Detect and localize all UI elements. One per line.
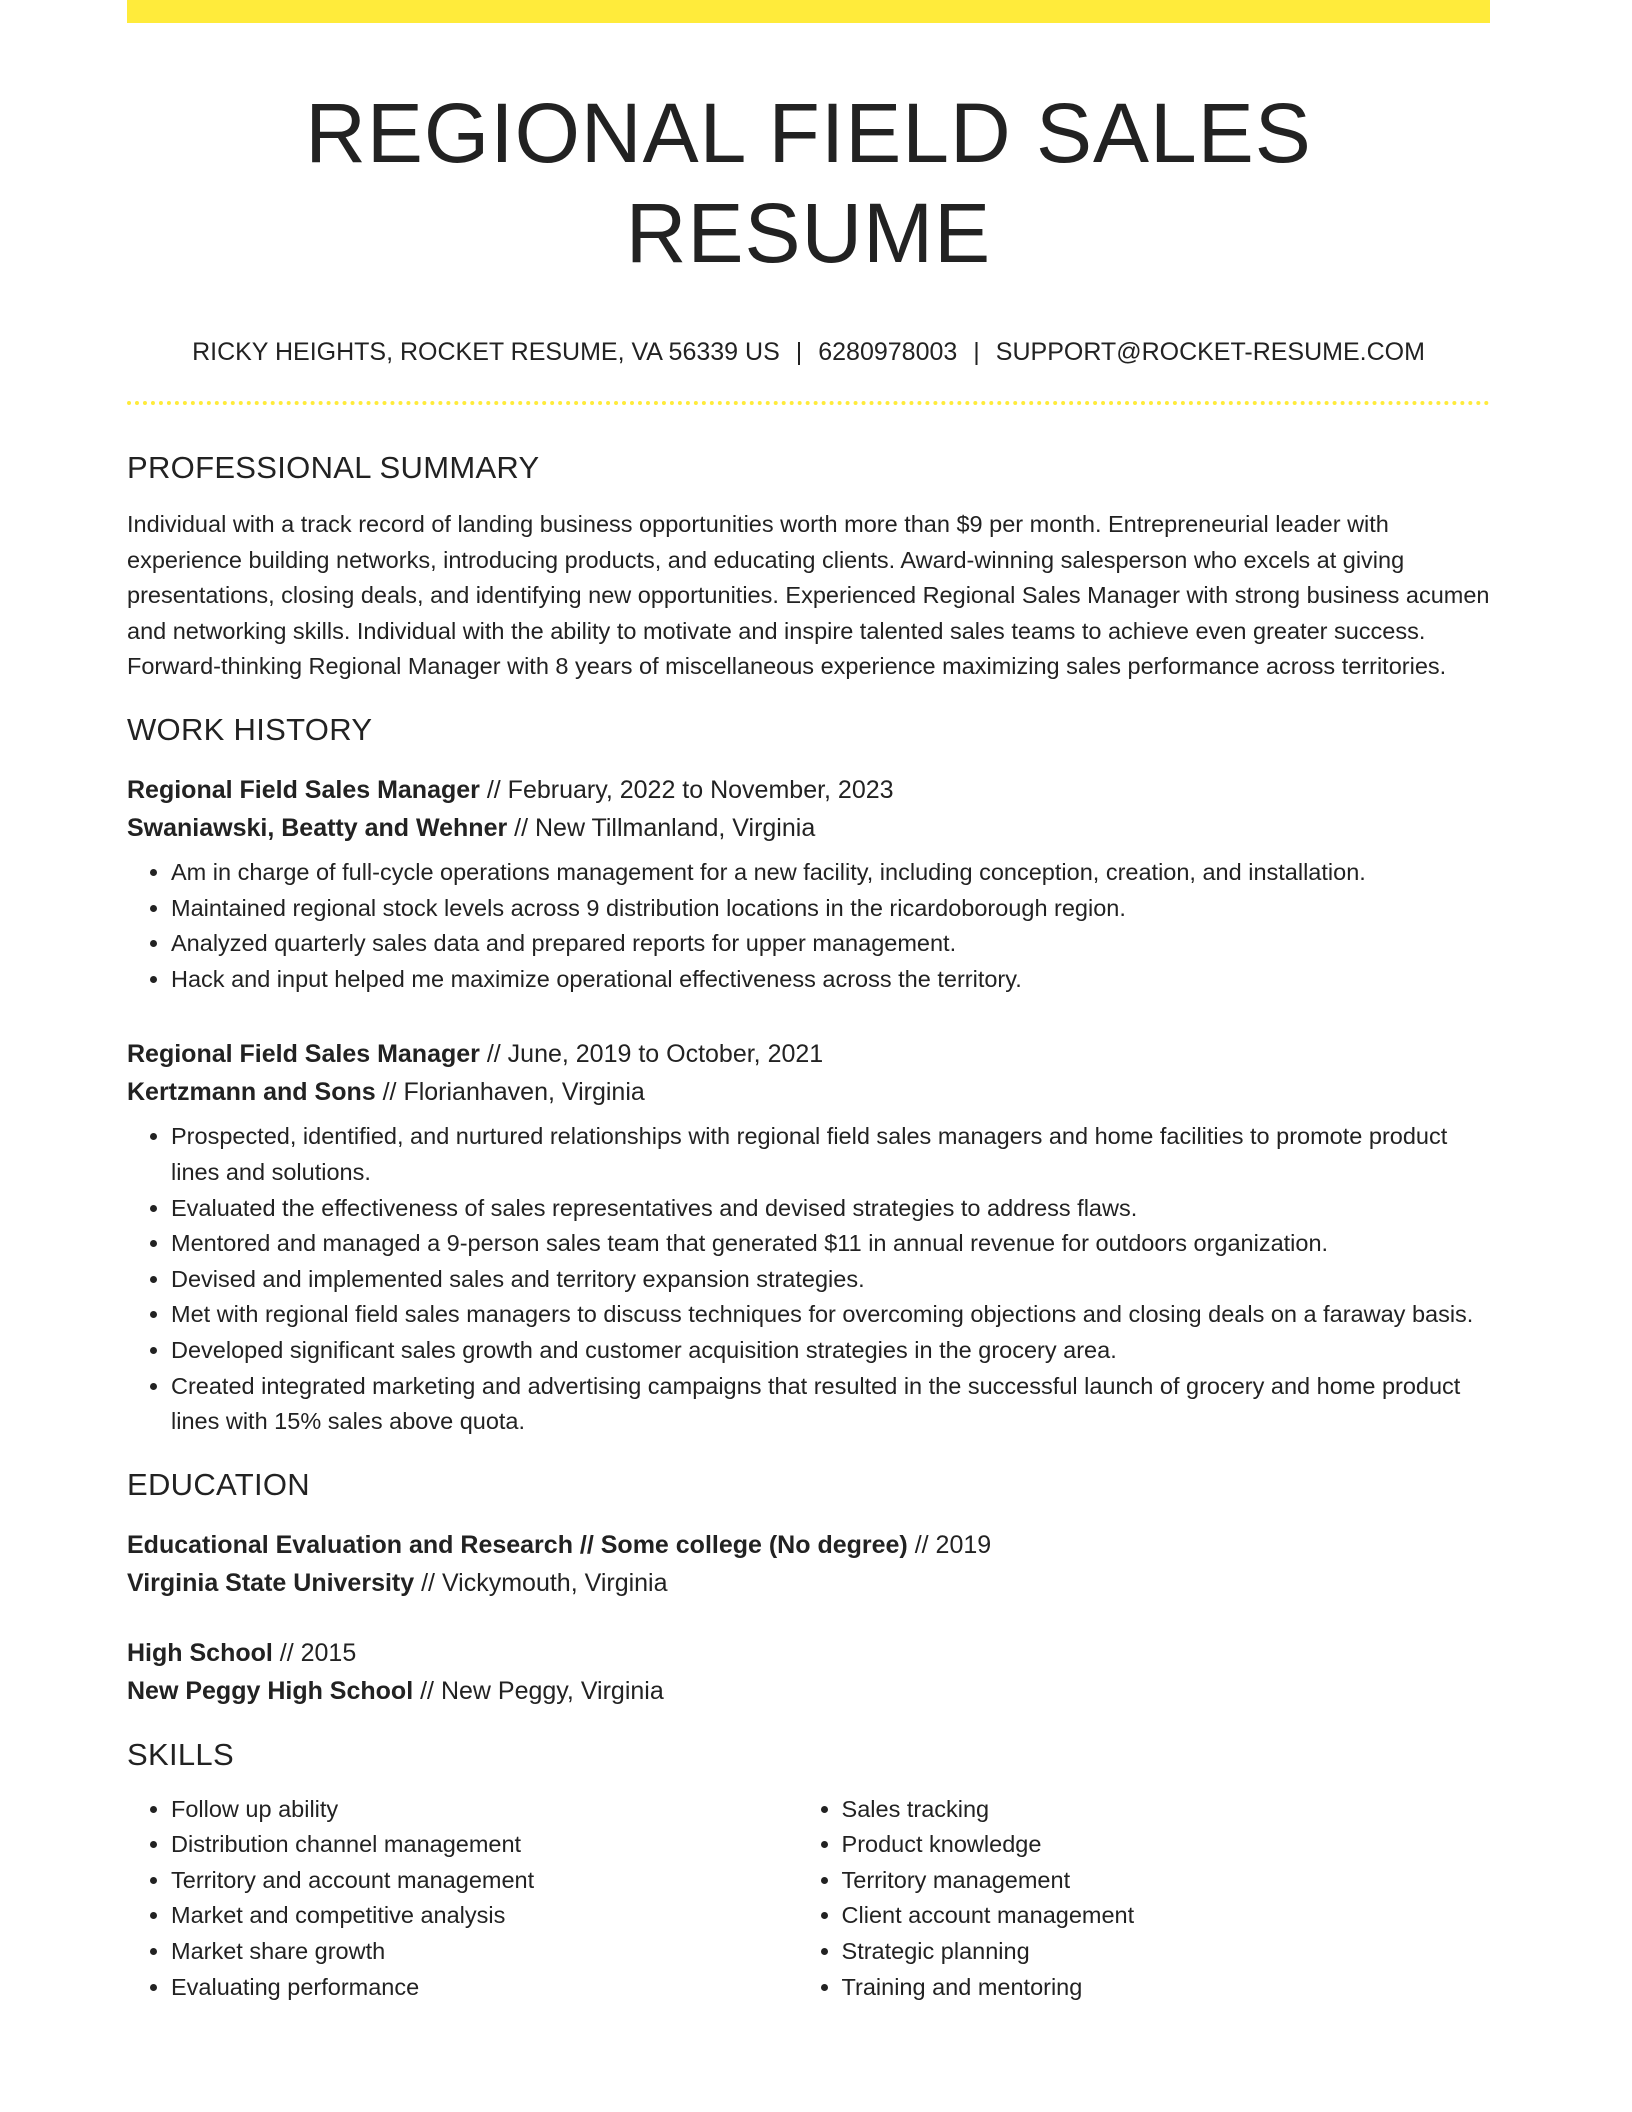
summary-heading: PROFESSIONAL SUMMARY (127, 450, 540, 485)
dotted-divider (127, 401, 1490, 405)
skill-item: • Territory and account management (171, 1863, 798, 1899)
skills-heading: SKILLS (127, 1736, 234, 1772)
education-degree: High School (127, 1638, 273, 1667)
job-bullet: • Evaluated the effectiveness of sales representatives and devised strategies to address flaws. (171, 1191, 1490, 1227)
job-title: Regional Field Sales Manager (127, 1040, 480, 1069)
contact-separator: | (973, 338, 980, 366)
education-location: // Vickymouth, Virginia (414, 1568, 668, 1597)
job-dates: // February, 2022 to November, 2023 (479, 775, 894, 804)
contact-address: RICKY HEIGHTS, ROCKET RESUME, VA 56339 US (192, 338, 780, 366)
skills-list-left (127, 1792, 798, 2006)
accent-top-bar (127, 0, 1490, 23)
contact-line (127, 337, 1490, 367)
education-heading: EDUCATION (127, 1466, 310, 1502)
job-bullet: • Hack and input helped me maximize operational effectiveness across the territory. (171, 962, 1490, 998)
contact-email: SUPPORT@ROCKET-RESUME.COM (995, 338, 1425, 366)
skill-item: • Evaluating performance (171, 1970, 798, 2006)
skills-list-right (798, 1792, 1490, 2006)
skill-item: • Market share growth (171, 1934, 798, 1970)
summary-text: Individual with a track record of landing business opportunities worth more than $9 per month. Entrepreneurial leader with experience building networks, introducing products, and educating clients. Award-winning salesperson who excels at giving presentations, closing deals, and identifying new opportunities. Experienced Regional Sales Manager with strong business acumen and networking skills. Individual with the ability to motivate and inspire talented sales teams to achieve even greater success. Forward-thinking Regional Manager with 8 years of miscellaneous experience maximizing sales performance across territories. (127, 511, 1490, 680)
job-bullet: • Mentored and managed a 9-person sales team that generated $11 in annual revenue for outdoors organization. (171, 1226, 1490, 1262)
job-bullet: • Maintained regional stock levels across 9 distribution locations in the ricardoborough region. (171, 891, 1490, 927)
job-company-line (127, 1073, 1490, 1111)
job-bullet: • Developed significant sales growth and customer acquisition strategies in the grocery area. (171, 1333, 1490, 1369)
skill-item: • Sales tracking (842, 1792, 1490, 1828)
education-school-line (127, 1564, 1490, 1602)
job-entry (127, 771, 1490, 997)
job-bullets (127, 1119, 1490, 1439)
work-history-heading: WORK HISTORY (127, 711, 373, 747)
job-bullet: • Prospected, identified, and nurtured relationships with regional field sales managers and home facilities to promote product lines and solutions. (171, 1119, 1490, 1190)
job-company-line (127, 809, 1490, 847)
skill-item: • Territory management (842, 1863, 1490, 1899)
contact-phone: 6280978003 (818, 338, 958, 366)
job-bullets (127, 855, 1490, 997)
job-location: // Florianhaven, Virginia (375, 1078, 645, 1107)
resume-title: REGIONAL FIELD SALES RESUME (305, 86, 1312, 280)
skill-item: • Product knowledge (842, 1827, 1490, 1863)
skill-item: • Distribution channel management (171, 1827, 798, 1863)
resume-content (127, 23, 1490, 2005)
education-year: // 2019 (907, 1530, 992, 1559)
job-bullet: • Created integrated marketing and advertising campaigns that resulted in the successful launch of grocery and home product lines with 15% sales above quota. (171, 1369, 1490, 1440)
job-title: Regional Field Sales Manager (127, 775, 480, 804)
education-school: Virginia State University (127, 1568, 415, 1597)
education-school-line (127, 1672, 1490, 1710)
job-company: Kertzmann and Sons (127, 1078, 376, 1107)
education-degree-line (127, 1634, 1490, 1672)
job-title-line (127, 771, 1490, 809)
job-company: Swaniawski, Beatty and Wehner (127, 813, 508, 842)
skill-item: • Training and mentoring (842, 1970, 1490, 2006)
skills-columns (127, 1792, 1490, 2006)
job-entry (127, 1035, 1490, 1439)
job-bullet: • Devised and implemented sales and territory expansion strategies. (171, 1262, 1490, 1298)
education-year: // 2015 (272, 1638, 357, 1667)
education-entry (127, 1526, 1490, 1602)
job-location: // New Tillmanland, Virginia (507, 813, 816, 842)
job-bullet: • Met with regional field sales managers to discuss techniques for overcoming objections and closing deals on a faraway basis. (171, 1297, 1490, 1333)
skill-item: • Strategic planning (842, 1934, 1490, 1970)
skill-item: • Market and competitive analysis (171, 1898, 798, 1934)
skill-item: • Client account management (842, 1898, 1490, 1934)
education-degree-line (127, 1526, 1490, 1564)
job-bullet: • Analyzed quarterly sales data and prepared reports for upper management. (171, 926, 1490, 962)
education-school: New Peggy High School (127, 1676, 414, 1705)
education-degree: Educational Evaluation and Research // Some college (No degree) (127, 1530, 908, 1559)
job-dates: // June, 2019 to October, 2021 (479, 1040, 824, 1069)
skill-item: • Follow up ability (171, 1792, 798, 1828)
contact-separator: | (795, 338, 803, 366)
job-title-line (127, 1035, 1490, 1073)
education-location: // New Peggy, Virginia (413, 1676, 664, 1705)
job-bullet: • Am in charge of full-cycle operations management for a new facility, including conception, creation, and installation. (171, 855, 1490, 891)
education-entry (127, 1634, 1490, 1710)
